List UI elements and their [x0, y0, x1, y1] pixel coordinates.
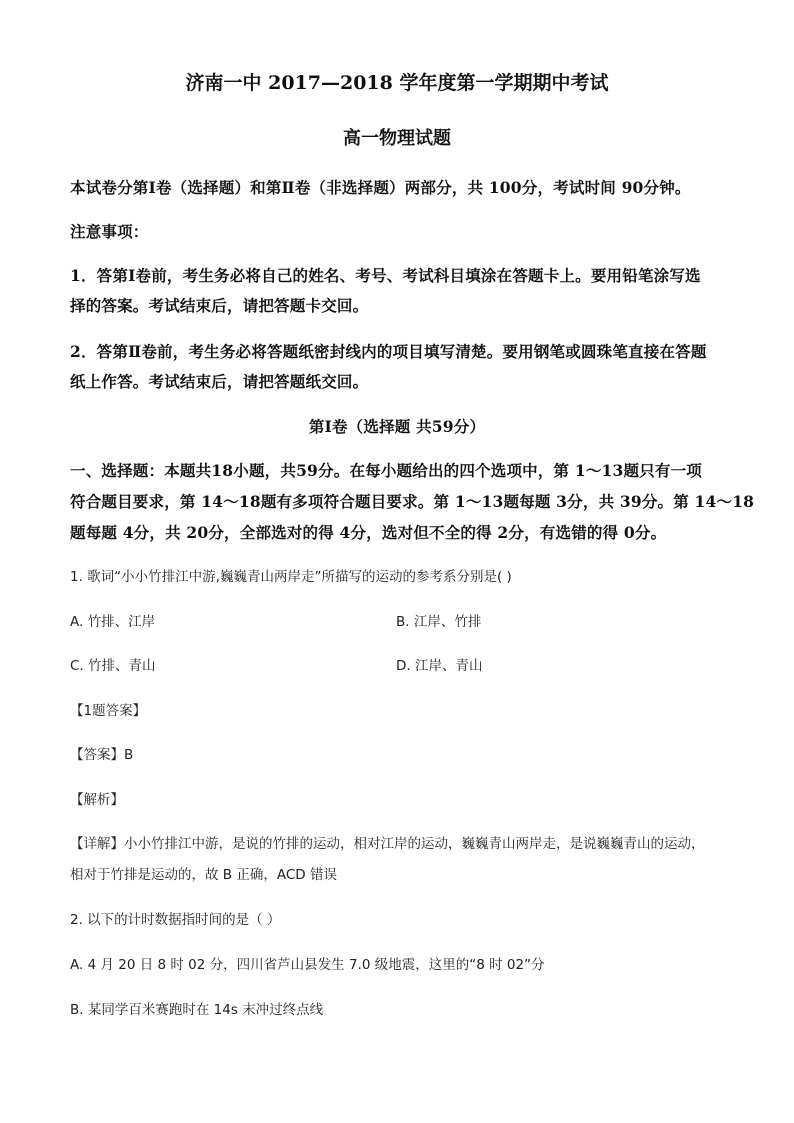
question-2-option-a: A. 4 月 20 日 8 时 02 分，四川省芦山县发生 7.0 级地震，这里的“8 时 02”分	[70, 957, 545, 973]
question-2-stem: 2. 以下的计时数据指时间的是（ ）	[70, 912, 281, 928]
question-1-detail-line-1: 【详解】小小竹排江中游，是说的竹排的运动，相对江岸的运动，巍巍青山两岸走，是说巍巍青山的运动，	[70, 836, 705, 852]
question-1-stem: 1. 歌词“小小竹排江中游,巍巍青山两岸走”所描写的运动的参考系分别是( )	[70, 569, 512, 585]
notice-2-line-2: 纸上作答。考试结束后，请把答题纸交回。	[70, 372, 369, 391]
part1-line-3: 题每题 4分，共 20分，全部选对的得 4分，选对但不全的得 2分，有选错的得 0分。	[70, 523, 667, 542]
notice-1-line-2: 择的答案。考试结束后，请把答题卡交回。	[70, 296, 369, 315]
part1-line-2: 符合题目要求，第 14～18题有多项符合题目要求。第 1～13题每题 3分，共 39分。第 14～18	[70, 492, 755, 511]
notice-2-line-1: 2．答第Ⅱ卷前，考生务必将答题纸密封线内的项目填写清楚。要用钢笔或圆珠笔直接在答题	[70, 342, 707, 361]
part1-line-1: 一、选择题：本题共18小题，共59分。在每小题给出的四个选项中，第 1～13题只有一项	[70, 461, 702, 480]
question-2-option-b: B. 某同学百米赛跑时在 14s 末冲过终点线	[70, 1002, 324, 1018]
notice-1-line-1: 1．答第Ⅰ卷前，考生务必将自己的姓名、考号、考试科目填涂在答题卡上。要用铅笔涂写选	[70, 266, 701, 285]
question-1-answer-tag: 【1题答案】	[70, 703, 147, 719]
exam-title: 济南一中 2017—2018 学年度第一学期期中考试	[185, 72, 609, 94]
question-1-option-b: B. 江岸、竹排	[396, 614, 482, 630]
notice-heading: 注意事项：	[70, 222, 149, 241]
exam-subtitle: 高一物理试题	[343, 128, 451, 149]
intro-text: 本试卷分第Ⅰ卷（选择题）和第Ⅱ卷（非选择题）两部分，共 100分，考试时间 90分钟。	[70, 178, 691, 197]
question-1-detail-line-2: 相对于竹排是运动的，故 B 正确，ACD 错误	[70, 867, 337, 883]
question-1-answer: 【答案】B	[70, 747, 134, 763]
section-title: 第Ⅰ卷（选择题 共59分）	[308, 417, 486, 436]
question-1-analysis-tag: 【解析】	[70, 792, 124, 808]
question-1-option-c: C. 竹排、青山	[70, 658, 156, 674]
question-1-option-d: D. 江岸、青山	[396, 658, 483, 674]
question-1-option-a: A. 竹排、江岸	[70, 614, 156, 630]
